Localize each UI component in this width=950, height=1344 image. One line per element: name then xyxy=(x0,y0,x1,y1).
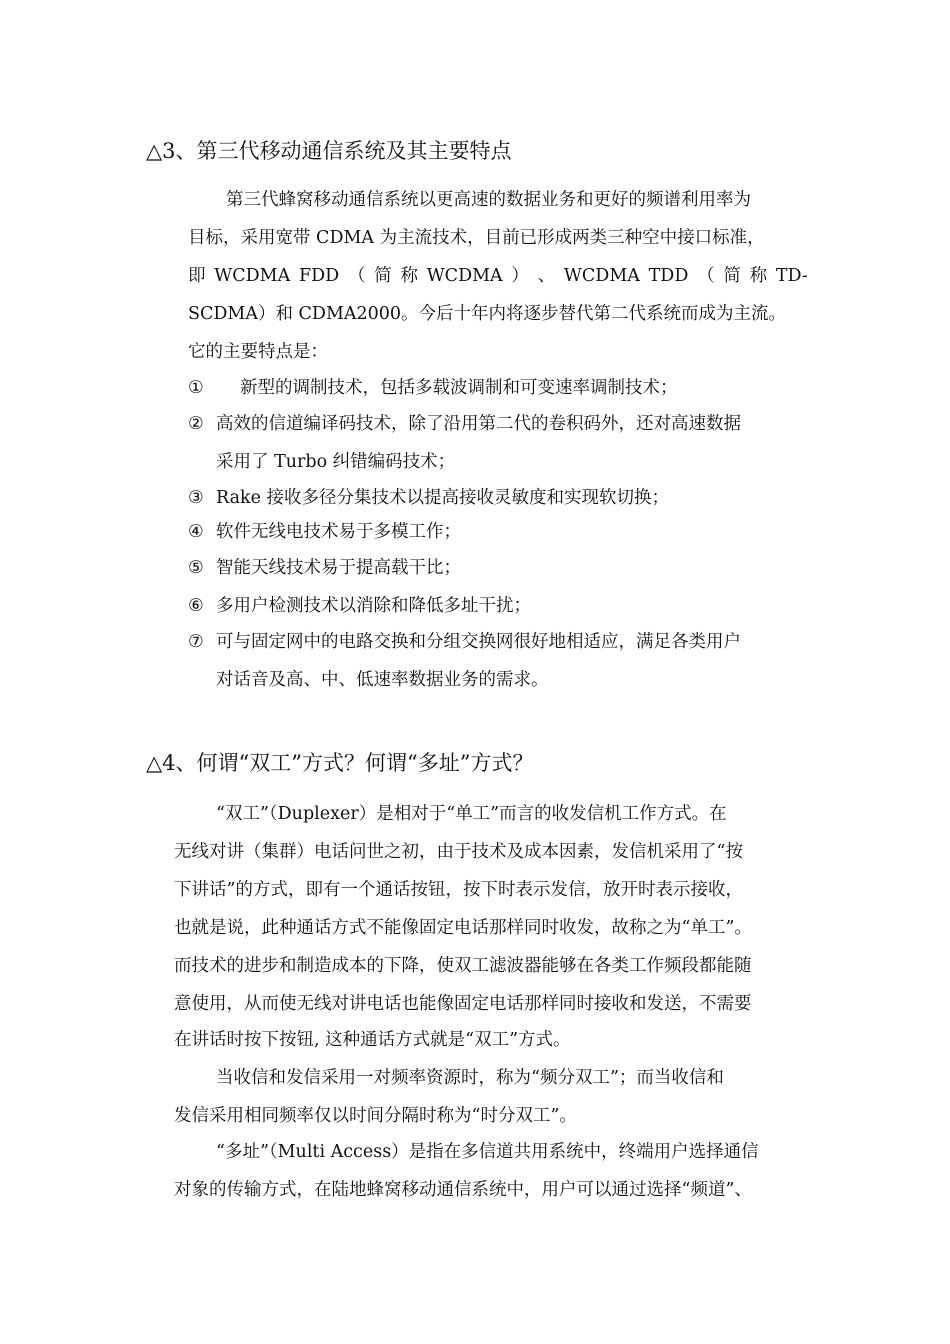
list-item-continuation: 采用了 Turbo 纠错编码技术； xyxy=(216,452,456,472)
section-3-paragraph-line: 它的主要特点是： xyxy=(188,342,328,362)
section-3-paragraph-line: 目标，采用宽带 CDMA 为主流技术，目前已形成两类三种空中接口标准， xyxy=(188,228,765,248)
list-item: Rake 接收多径分集技术以提高接收灵敏度和实现软切换； xyxy=(216,488,670,508)
section-4-paragraph-line: 在讲话时按下按钮, 这种通话方式就是“双工”方式。 xyxy=(174,1030,571,1050)
list-number: ⑥ xyxy=(188,596,204,616)
word: ） xyxy=(511,266,529,286)
list-number: ④ xyxy=(188,522,204,542)
section-3-heading: △3、第三代移动通信系统及其主要特点 xyxy=(146,139,512,163)
word: 、 xyxy=(537,266,556,286)
list-number: ⑤ xyxy=(188,558,204,578)
word: TDD xyxy=(648,266,689,286)
list-item: 智能天线技术易于提高载干比； xyxy=(216,558,461,578)
word: 即 xyxy=(188,266,206,286)
list-item: 新型的调制技术，包括多载波调制和可变速率调制技术； xyxy=(240,378,678,398)
list-item: 可与固定网中的电路交换和分组交换网很好地相适应，满足各类用户 xyxy=(216,632,741,652)
list-number: ⑦ xyxy=(188,632,204,652)
word: WCDMA xyxy=(563,266,640,286)
list-item: 高效的信道编译码技术，除了沿用第二代的卷积码外，还对高速数据 xyxy=(216,414,741,434)
section-4-paragraph-line: 当收信和发信采用一对频率资源时，称为“频分双工”；而当收信和 xyxy=(216,1068,724,1088)
word: WCDMA xyxy=(214,266,291,286)
section-4-paragraph-line: 发信采用相同频率仅以时间分隔时称为“时分双工”。 xyxy=(174,1106,577,1126)
word: WCDMA xyxy=(426,266,503,286)
word: TD- xyxy=(775,266,808,286)
word: FDD xyxy=(298,266,340,286)
section-3-paragraph-line: SCDMA）和 CDMA2000。今后十年内将逐步替代第二代系统而成为主流。 xyxy=(188,304,787,324)
word: 称 xyxy=(749,266,768,286)
word: （ xyxy=(697,266,715,286)
section-3-paragraph-line: 第三代蜂窝移动通信系统以更高速的数据业务和更好的频谱利用率为 xyxy=(226,190,751,210)
word: 简 xyxy=(374,266,392,286)
section-4-paragraph-line: 下讲话”的方式，即有一个通话按钮，按下时表示发信，放开时表示接收， xyxy=(174,880,743,900)
section-4-heading: △4、何谓“双工”方式？何谓“多址”方式？ xyxy=(146,751,534,775)
list-item: 软件无线电技术易于多模工作； xyxy=(216,522,461,542)
section-4-paragraph-line: “双工”（Duplexer）是相对于“单工”而言的收发信机工作方式。在 xyxy=(216,804,727,824)
list-number: ① xyxy=(188,378,204,398)
section-4-paragraph-line: 而技术的进步和制造成本的下降，使双工滤波器能够在各类工作频段都能随 xyxy=(174,956,752,976)
word: （ xyxy=(347,266,366,286)
list-number: ③ xyxy=(188,488,204,508)
word: 称 xyxy=(400,266,418,286)
list-number: ② xyxy=(188,414,204,434)
word: 简 xyxy=(723,266,741,286)
section-4-paragraph-line: 意使用，从而使无线对讲电话也能像固定电话那样同时接收和发送，不需要 xyxy=(174,994,752,1014)
section-3-justified-line xyxy=(188,264,808,288)
section-4-paragraph-line: “多址”（Multi Access）是指在多信道共用系统中，终端用户选择通信 xyxy=(216,1142,759,1162)
section-4-paragraph-line: 无线对讲（集群）电话问世之初，由于技术及成本因素，发信机采用了“按 xyxy=(174,842,743,862)
list-item: 多用户检测技术以消除和降低多址干扰； xyxy=(216,596,531,616)
list-item-continuation: 对话音及高、中、低速率数据业务的需求。 xyxy=(216,670,549,690)
section-4-paragraph-line: 对象的传输方式，在陆地蜂窝移动通信系统中，用户可以通过选择“频道”、 xyxy=(174,1180,752,1200)
section-4-paragraph-line: 也就是说，此种通话方式不能像固定电话那样同时收发，故称之为“单工”。 xyxy=(174,918,752,938)
